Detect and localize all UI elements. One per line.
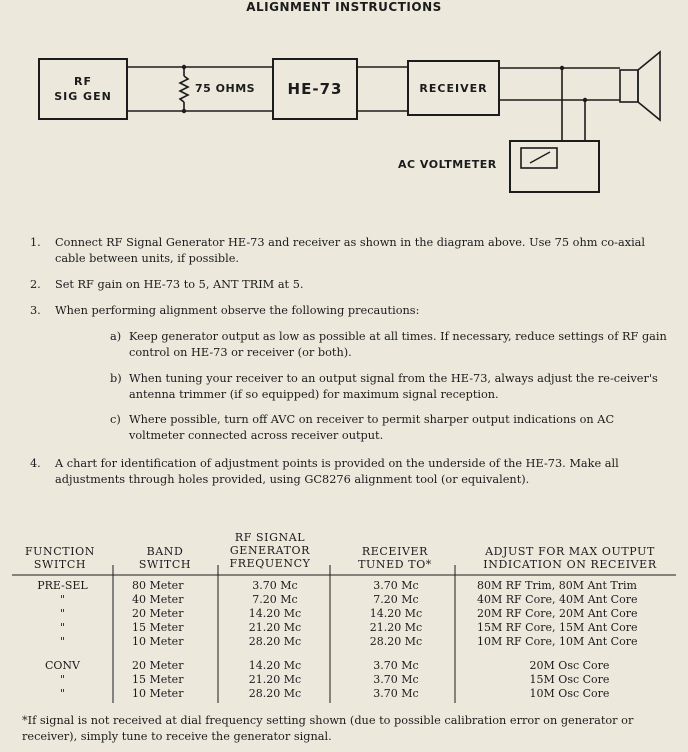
- header-band-line1: BAND: [146, 545, 184, 558]
- step-1-text: Connect RF Signal Generator HE-73 and receiver as shown in the diagram above. Use 75 ohm co-axial cable between units, if possible.: [55, 236, 646, 265]
- cell-band: 15 Meter: [132, 673, 184, 686]
- cell-band: 10 Meter: [132, 687, 184, 700]
- header-rf-line1: RF SIGNAL: [234, 531, 306, 544]
- cell-adjust: 10M RF Core, 10M Ant Core: [477, 635, 638, 648]
- cell-band: 20 Meter: [132, 659, 184, 672]
- sig-gen-label-line1: RF: [74, 75, 92, 88]
- cell-receiver-tuned: 3.70 Mc: [373, 687, 419, 700]
- precaution-c-letter: c): [110, 413, 121, 426]
- step-4-number: 4.: [30, 457, 41, 470]
- step-4: [30, 456, 670, 488]
- cell-function: ": [59, 687, 66, 700]
- cell-receiver-tuned: 7.20 Mc: [373, 593, 419, 606]
- cell-function: ": [59, 635, 66, 648]
- precaution-b-letter: b): [110, 372, 122, 385]
- step-1: [30, 235, 670, 267]
- resistor-label: 75 OHMS: [195, 82, 256, 95]
- precaution-b-text: When tuning your receiver to an output signal from the HE-73, always adjust the re-ceiver's antenna trimmer (if so equipped) for maximum signal reception.: [129, 372, 658, 401]
- precaution-c-text: Where possible, turn off AVC on receiver to permit sharper output indications on AC voltmeter connected across receiver output.: [129, 413, 615, 442]
- precaution-b: [110, 371, 670, 403]
- cell-function: ": [59, 593, 66, 606]
- cell-function: CONV: [44, 659, 80, 672]
- cell-adjust: 40M RF Core, 40M Ant Core: [477, 593, 638, 606]
- step-3: [30, 303, 670, 319]
- step-2-text: Set RF gain on HE-73 to 5, ANT TRIM at 5.: [55, 278, 304, 291]
- header-adjust-line1: ADJUST FOR MAX OUTPUT: [485, 545, 655, 558]
- cell-function: ": [59, 673, 66, 686]
- cell-adjust: 15M Osc Core: [529, 673, 610, 686]
- cell-rf-frequency: 21.20 Mc: [248, 673, 302, 686]
- cell-rf-frequency: 28.20 Mc: [248, 687, 302, 700]
- cell-adjust: 20M Osc Core: [529, 659, 610, 672]
- cell-rf-frequency: 7.20 Mc: [252, 593, 298, 606]
- receiver-label: RECEIVER: [419, 81, 488, 95]
- step-3-number: 3.: [30, 304, 41, 317]
- cell-receiver-tuned: 3.70 Mc: [373, 673, 419, 686]
- step-1-number: 1.: [30, 236, 41, 249]
- cell-receiver-tuned: 28.20 Mc: [369, 635, 423, 648]
- cell-band: 10 Meter: [132, 635, 184, 648]
- header-band-line2: SWITCH: [138, 558, 192, 571]
- cell-function: ": [59, 607, 66, 620]
- cell-rf-frequency: 21.20 Mc: [248, 621, 302, 634]
- step-4-text: A chart for identification of adjustment points is provided on the underside of the HE-73. Make all adjustments through holes provided, using GC8276 alignment tool (or equivalent).: [55, 457, 619, 486]
- cell-adjust: 20M RF Core, 20M Ant Core: [477, 607, 638, 620]
- page-title: ALIGNMENT INSTRUCTIONS: [246, 0, 442, 14]
- voltmeter-box: [509, 140, 600, 193]
- step-2-number: 2.: [30, 278, 41, 291]
- precaution-c: [110, 412, 670, 444]
- cell-rf-frequency: 28.20 Mc: [248, 635, 302, 648]
- header-receiver-line2: TUNED TO*: [358, 558, 432, 571]
- header-rf-line3: FREQUENCY: [229, 557, 311, 570]
- cell-adjust: 80M RF Trim, 80M Ant Trim: [477, 579, 637, 592]
- receiver-box: [407, 60, 500, 116]
- cell-band: 40 Meter: [132, 593, 184, 606]
- cell-receiver-tuned: 3.70 Mc: [373, 579, 419, 592]
- header-receiver-line1: RECEIVER: [361, 545, 429, 558]
- header-adjust-line2: INDICATION ON RECEIVER: [483, 558, 657, 571]
- cell-band: 80 Meter: [132, 579, 184, 592]
- cell-adjust: 15M RF Core, 15M Ant Core: [477, 621, 638, 634]
- cell-rf-frequency: 14.20 Mc: [248, 607, 302, 620]
- footnote: *If signal is not received at dial frequency setting shown (due to possible calibration error on generator or receiver), simply tune to receive the generator signal.: [22, 714, 634, 743]
- cell-function: ": [59, 621, 66, 634]
- he73-box: [272, 58, 358, 120]
- cell-receiver-tuned: 14.20 Mc: [369, 607, 423, 620]
- header-rf-line2: GENERATOR: [229, 544, 311, 557]
- cell-function: PRE-SEL: [37, 579, 88, 592]
- step-3-text: When performing alignment observe the following precautions:: [55, 304, 420, 317]
- cell-adjust: 10M Osc Core: [529, 687, 610, 700]
- rf-sig-gen-box: [38, 58, 128, 120]
- precaution-a-letter: a): [110, 330, 122, 343]
- precaution-a: [110, 329, 670, 361]
- cell-receiver-tuned: 3.70 Mc: [373, 659, 419, 672]
- cell-band: 20 Meter: [132, 607, 184, 620]
- he73-label: HE-73: [287, 80, 343, 98]
- cell-rf-frequency: 14.20 Mc: [248, 659, 302, 672]
- header-function-line2: SWITCH: [33, 558, 87, 571]
- sig-gen-label-line2: SIG GEN: [54, 90, 112, 103]
- cell-receiver-tuned: 21.20 Mc: [369, 621, 423, 634]
- cell-band: 15 Meter: [132, 621, 184, 634]
- header-function-line1: FUNCTION: [24, 545, 96, 558]
- cell-rf-frequency: 3.70 Mc: [252, 579, 298, 592]
- voltmeter-label: AC VOLTMETER: [398, 158, 497, 171]
- precaution-a-text: Keep generator output as low as possible at all times. If necessary, reduce settings of RF gain control on HE-73 or receiver (or both).: [129, 330, 667, 359]
- step-2: [30, 277, 670, 293]
